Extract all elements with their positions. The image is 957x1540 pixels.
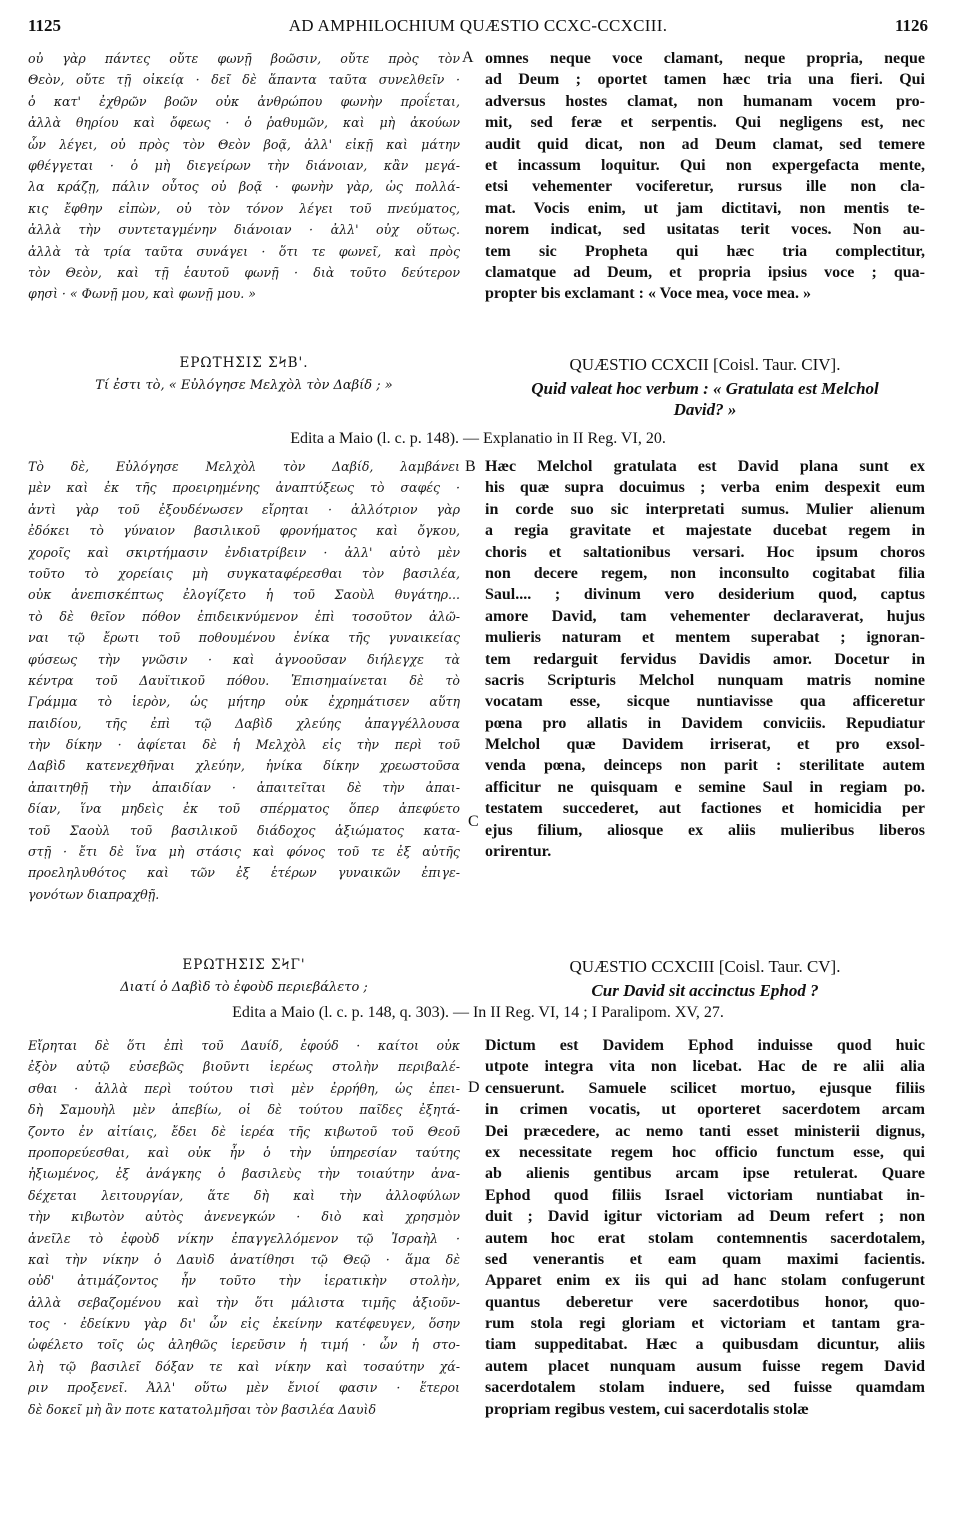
latin-text-line: audit quid dicat, non ad Deum clamat, sed temere — [485, 135, 925, 153]
margin-marker-d: D — [468, 1079, 480, 1096]
greek-column-block1 — [28, 48, 460, 305]
greek-text-line: Τὸ δὲ, Εὐλόγησε Μελχὸλ τὸν Δαβίδ, λαμβάνει — [28, 459, 460, 474]
latin-text-line: Ephod quod filiis Israel victoriam nuntiabat in- — [485, 1186, 925, 1204]
greek-text-line: τὴν κιβωτὸν αὐτὸς ἀνενεγκών · διὸ καὶ χρησμὸν — [28, 1209, 460, 1225]
page-number-left: 1125 — [28, 16, 62, 35]
latin-text-line: testatem succederet, aut factiones et homicidia per — [485, 800, 925, 818]
latin-text-line: tiam suppeditabat. Hæc a quibusdam dicuntur, aliis — [485, 1336, 925, 1354]
greek-question-subtitle-292: Τί ἐστι τὸ, « Εὐλόγησε Μελχὸλ τὸν Δαβίδ ; » — [95, 378, 393, 393]
latin-text-line: venda pœna, deinceps non parit : sterilitate autem — [485, 757, 925, 775]
greek-text-line: γονότων διαπραχθῇ. — [28, 886, 160, 902]
greek-text-line: Δαβὶδ κατενεχθῆναι χλεύην, ἡνίκα δίκην χρεωστοῦσα — [28, 758, 460, 774]
greek-text-line: σθαι · ἀλλὰ περὶ τούτου τισὶ μὲν ἐρρήθη, ὡς ἐπει- — [28, 1080, 460, 1096]
greek-text-line: καὶ τὴν νίκην ὁ Δαυὶδ ἀνατίθησι τῷ Θεῷ · ἅμα δὲ — [28, 1251, 460, 1267]
latin-text-line: in crimen vocatis, ut oporteret sacerdotem arcam — [485, 1101, 925, 1119]
latin-text-line: mit, sed feræ et serpentis. Qui negligens est, nec — [485, 114, 925, 132]
greek-text-line: δὲ δοκεῖ μὴ ἂν ποτε κατατολμῆσαι τὸν βασιλέα Δαυὶδ — [28, 1401, 377, 1417]
latin-question-title-292: QUÆSTIO CCXCII [Coisl. Taur. CIV]. — [569, 355, 841, 374]
greek-text-line: τοῦ Σαοὺλ τοῦ βασιλικοῦ διάδοχος ἀξιώματος κατα- — [28, 822, 460, 838]
latin-text-line: his quæ supra docuimus ; verba enim despexit eum — [485, 479, 925, 497]
edita-note-293: Edita a Maio (l. c. p. 148, q. 303). — In II Reg. VI, 14 ; I Paralipom. XV, 27. — [232, 1004, 724, 1021]
latin-text-line: sacris Scripturis Melchol nunquam matris nomine — [485, 671, 925, 689]
latin-text-line: adversus hostes clamat, non humanam vocem pro- — [485, 92, 925, 110]
latin-text-line: vocatam esse, sicque nuntiavisse qua afficeretur — [485, 693, 925, 711]
greek-text-line: τὴν δίκην · ἀφίεται δὲ ἡ Μελχὸλ εἰς τὴν περὶ τοῦ — [28, 737, 460, 753]
latin-question-title-293: QUÆSTIO CCXCIII [Coisl. Taur. CV]. — [569, 957, 841, 976]
margin-marker-c: C — [468, 813, 479, 830]
latin-text-line: censuerunt. Samuele scilicet mortuo, ejusque filiis — [485, 1079, 925, 1097]
greek-text-line: μὲν καὶ ἐκ τῆς προειρημένης ἀναπτύξεως τὸ σαφές · — [28, 480, 460, 496]
greek-text-line: κέντρα τοῦ Δαυϊτικοῦ πόθου. Ἐπισημαίνεται δὲ τὸ — [28, 672, 460, 688]
greek-text-line: ἀνεῖλε τὸ ἐφοὺδ νίκην ἐπαγγελλόμενον τῷ Ἰσραὴλ · — [28, 1230, 460, 1246]
latin-text-line: amore David, tam vehementer declaraverat, hujus — [485, 607, 925, 625]
edita-note-292: Edita a Maio (l. c. p. 148). — Explanatio in II Reg. VI, 20. — [290, 430, 666, 447]
greek-text-line: δὴ Σαμουὴλ μὲν ἀπεβίω, οἱ δὲ τούτου παῖδες ἐξητά- — [28, 1102, 460, 1118]
latin-text-line: Dei præcedere, ac nemo tanti esset ministerii dignus, — [485, 1122, 925, 1140]
greek-column-293 — [28, 1035, 460, 1420]
greek-text-line: προεληλυθότος καὶ τῶν ἐξ ἑτέρων γυναικῶν ἐπιγε- — [28, 865, 460, 881]
greek-text-line: ὠφέλετο τοῖς ὡς ἀληθῶς ἱερεῦσιν ἡ τιμή · ὧν ἡ στο- — [28, 1337, 460, 1353]
greek-text-line: ναι τῷ ἔρωτι τοῦ ποθουμένου ἐνίκα τῆς γυναικείας — [28, 630, 460, 646]
greek-text-line: φησὶ · « Φωνῇ μου, καὶ φωνῇ μου. » — [28, 286, 256, 302]
latin-text-line: omnes neque voce clamant, neque propria, neque — [485, 50, 925, 67]
latin-text-line: mat. Vocis enim, ut jam dictitavi, non mentis te- — [485, 199, 925, 217]
greek-text-line: ἀλλὰ σεβαζομένου καὶ τὴν ὅτι μάλιστα τιμῆς ἀξιοῦν- — [28, 1294, 460, 1310]
latin-text-line: Saul.... ; divinum vero desiderium quod, captus — [485, 586, 925, 604]
latin-text-line: et incassum loquitur. Qui non expergefacta mente, — [485, 156, 925, 174]
greek-text-line: Θεὸν, οὔτε τῇ οἰκείᾳ · δεῖ δὲ ἅπαντα ταῦτα συνελθεῖν · — [28, 72, 460, 88]
greek-text-line: οὐδ' ἀτιμάζοντος ἦν τοῦτο τὴν ἱερατικὴν στολὴν, — [28, 1273, 460, 1289]
greek-text-line: τοῦτο τὸ χορείαις μὴ συγκαταφέρεσθαι τὸν βασιλέα, — [28, 565, 460, 581]
greek-text-line: οὐ γὰρ πάντες οὔτε φωνῇ βοῶσιν, οὔτε πρὸς τὸν — [28, 51, 460, 66]
latin-text-line: ad Deum ; oportet tamen hæc tria una fieri. Qui — [485, 71, 925, 89]
latin-text-line: sacerdotalem stolam induere, sed fuisse quamdam — [485, 1379, 925, 1397]
greek-question-title-293: ΕΡΩΤΗΣΙΣ ΣϞΓ' — [182, 957, 306, 973]
greek-text-line: ἀλλὰ τὰ τρία ταῦτα συνάγει · ὅτι τε φωνεῖ, καὶ πρὸς — [28, 243, 460, 259]
margin-marker-b: B — [465, 458, 476, 475]
greek-text-line: ζοντο ἐν αἰτίαις, ἔδει δὲ ἱερέα τῆς κιβωτοῦ τοῦ Θεοῦ — [28, 1123, 460, 1139]
greek-text-line: δέχεται λειτουργίαν, ἅτε δὴ καὶ τὴν ἀλλοφύλων — [28, 1187, 460, 1203]
greek-text-line: φθέγγεται · ὁ μὴ διεγείρων τὴν διάνοιαν, κἂν μεγά- — [28, 157, 460, 173]
latin-text-line: orirentur. — [485, 843, 552, 861]
running-title: AD AMPHILOCHIUM QUÆSTIO CCXC-CCXCIII. — [288, 16, 668, 35]
greek-text-line: χοροῖς καὶ σκιρτήμασιν ἐνδιατρίβειν · ἀλλ' αὐτὸ μὲν — [28, 544, 460, 560]
latin-text-line: utpote integra vita non licebat. Hac de re alii alia — [485, 1058, 925, 1076]
latin-text-line: quantus deberetur vere sacerdotibus honor, quo- — [485, 1293, 925, 1311]
greek-text-line: ἀπαιτηθῇ τὴν ἀπαιδίαν · ἀπαιτεῖται δὲ τὴν ἀπαι- — [28, 779, 460, 795]
greek-question-subtitle-293: Διατί ὁ Δαβὶδ τὸ ἐφοὺδ περιεβάλετο ; — [120, 980, 368, 995]
margin-marker-a: A — [462, 49, 474, 66]
greek-text-line: ὧν λέγει, οὐ πρὸς τὸν Θεὸν βοᾷ, ἀλλ' εἰκῇ καὶ μάτην — [28, 136, 460, 152]
greek-text-line: προπορεύεσθαι, καὶ οὐκ ἦν ὁ τὴν ὑπηρεσίαν ταύτης — [28, 1144, 460, 1160]
latin-text-line: etsi vehementer vociferetur, rursus ille non cla- — [485, 178, 925, 196]
latin-column-293 — [485, 1035, 925, 1420]
latin-text-line: ejus filium, aliosque ex aliis mulieribus liberos — [485, 821, 925, 839]
latin-text-line: Dictum est Davidem Ephod induisse quod huic — [485, 1037, 925, 1054]
greek-text-line: οὐκ ἀνεπισκέπτως ἐλογίζετο ἡ τοῦ Σαοὺλ θυγάτηρ... — [28, 587, 460, 603]
greek-text-line: ἐξὸν αὐτῷ εὐσεβῶς βιοῦντι ἱερέως στολὴν περιβαλέ- — [28, 1059, 460, 1075]
latin-text-line: a regia gravitate et majestate ducebat regem in — [485, 522, 925, 540]
greek-text-line: τος · ἐδείκνυ γὰρ δι' ὧν εἰς ἐκείνην κατέφευγεν, ὅσην — [28, 1316, 460, 1332]
latin-text-line: clamatque ad Deum, et propria ipsius voce ; qua- — [485, 263, 925, 281]
latin-text-line: propriam regibus vestem, cui sacerdotalis stolæ — [485, 1400, 809, 1418]
latin-text-line: Melchol quæ Davidem irriserat, et pro exsol- — [485, 736, 925, 754]
latin-text-line: in corde suo sic interpretati sumus. Mulier alienum — [485, 500, 925, 518]
latin-text-line: mulieris naturam et mentem superabat ; ignoran- — [485, 629, 925, 647]
latin-text-line: rum stola regi gloriam et victoriam et tantam gra- — [485, 1315, 925, 1333]
latin-text-line: propter bis exclamant : « Voce mea, voce mea. » — [485, 285, 812, 303]
latin-text-line: ex necessitate regem hoc officio functum esse, qui — [485, 1143, 925, 1161]
greek-text-line: Γράμμα τὸ ἱερὸν, ὡς μήτηρ οὐκ ἐχρημάτισεν αὕτη — [28, 694, 460, 710]
latin-text-line: norem indicat, sed usitatas terit voces. Non au- — [485, 221, 925, 239]
greek-text-line: ἐδόκει τὸ γύναιον βασιλικοῦ φρονήματος καὶ ὄγκου, — [28, 523, 460, 539]
latin-column-block1 — [485, 48, 925, 305]
greek-text-line: δίαν, ἵνα μηδεὶς ἐκ τοῦ σπέρματος ὅπερ ἀπεφύετο — [28, 801, 460, 817]
greek-column-292 — [28, 456, 460, 905]
latin-text-line: Apparet enim ex iis qui ad hanc stolam confugerunt — [485, 1272, 925, 1290]
running-header — [28, 16, 928, 42]
greek-text-line: τὸν Θεὸν, καὶ τῇ ἑαυτοῦ φωνῇ · διὰ τοῦτο δεύτερον — [28, 264, 460, 280]
greek-text-line: παιδίου, τῆς ἐπὶ τῷ Δαβὶδ χλεύης ἀπαγγέλλουσα — [28, 715, 460, 731]
page-number-right: 1126 — [894, 16, 928, 35]
greek-question-title-292: ΕΡΩΤΗΣΙΣ ΣϞΒ'. — [179, 355, 309, 371]
latin-text-line: choris et saltationibus versari. Hoc ipsum choros — [485, 543, 925, 561]
latin-text-line: Hæc Melchol gratulata est David plana sunt ex — [485, 458, 925, 475]
latin-text-line: tem redarguit fervidus Davidis amor. Docetur in — [485, 650, 925, 668]
greek-text-line: ἀλλὰ θηρίου καὶ ὄφεως · ὁ ῥαθυμῶν, καὶ μὴ ἀκούων — [28, 115, 460, 131]
latin-text-line: tem sic Propheta qui hæc tria complectitur, — [485, 242, 925, 260]
latin-question-subtitle-292-line1: Quid valeat hoc verbum : « Gratulata est Melchol — [531, 379, 879, 398]
greek-text-line: ριν προξενεῖ. Ἀλλ' οὕτω μὲν ἔνιοί φασιν · ἕτεροι — [28, 1380, 460, 1396]
greek-text-line: Εἴρηται δὲ ὅτι ἐπὶ τοῦ Δαυίδ, ἐφούδ · καίτοι οὐκ — [28, 1038, 460, 1053]
greek-text-line: ἀντὶ γὰρ τοῦ ἐξουδένωσεν εἴρηται · ἀλλότριον γὰρ — [28, 501, 460, 517]
greek-text-line: τὸ δὲ θεῖον πόθον ἐπιδεικνύμενον ἐπὶ τοσοῦτον ἀλῶ- — [28, 608, 460, 624]
greek-text-line: φύσεως τὴν γνῶσιν · καὶ ἀγνοοῦσαν διήλεγχε τὰ — [28, 651, 460, 667]
latin-text-line: autem hoc erat stolam contemnentis sacerdotalem, — [485, 1229, 925, 1247]
latin-column-292 — [485, 456, 925, 862]
greek-text-line: λὴ τῷ βασιλεῖ δόξαν τε καὶ νίκην καὶ τοσαύτην χά- — [28, 1358, 460, 1374]
latin-text-line: afficitur ne quisquam e semine Saul in regiam po. — [485, 778, 925, 796]
greek-text-line: κις ἔφθην εἰπὼν, οὐ τὸν τόνον λέγει τοῦ πνεύματος, — [28, 200, 460, 216]
latin-question-subtitle-293: Cur David sit accinctus Ephod ? — [591, 981, 819, 1000]
greek-text-line: λα κράζῃ, πάλιν οὗτος οὐ βοᾷ · φωνὴν γὰρ, ὡς πολλά- — [28, 179, 460, 195]
latin-text-line: pœna pro allatis in Davidem conviciis. Repudiatur — [485, 714, 925, 732]
latin-text-line: ab alienis gentibus arcam ipse retulerat. Quare — [485, 1165, 925, 1183]
greek-text-line: στῇ · ἔτι δὲ ἵνα μὴ στάσις καὶ φόνος τοῦ τε ἐξ αὐτῆς — [28, 844, 460, 860]
latin-text-line: duit ; David igitur victoriam ad Deum refert ; non — [485, 1208, 925, 1226]
greek-text-line: ὁ κατ' ἐχθρῶν βοῶν οὐκ ἀνθρώπου φωνὴν προΐεται, — [28, 93, 460, 109]
greek-text-line: ἀλλὰ τὴν συντεταγμένην διάνοιαν · ἀλλ' οὐχ οὕτως. — [28, 222, 460, 238]
latin-text-line: autem placet nunquam ausum fuisse regem David — [485, 1357, 925, 1375]
latin-text-line: non decere regem, non inconsulto cogitabat filia — [485, 564, 925, 582]
greek-text-line: ἠξιωμένος, ἐξ ἀνάγκης ὁ βασιλεὺς τὴν τοιαύτην ἀνα- — [28, 1166, 460, 1182]
latin-question-subtitle-292-line2: David? » — [673, 400, 737, 419]
latin-text-line: sed venerantis et eam quam maximi facientis. — [485, 1250, 925, 1268]
